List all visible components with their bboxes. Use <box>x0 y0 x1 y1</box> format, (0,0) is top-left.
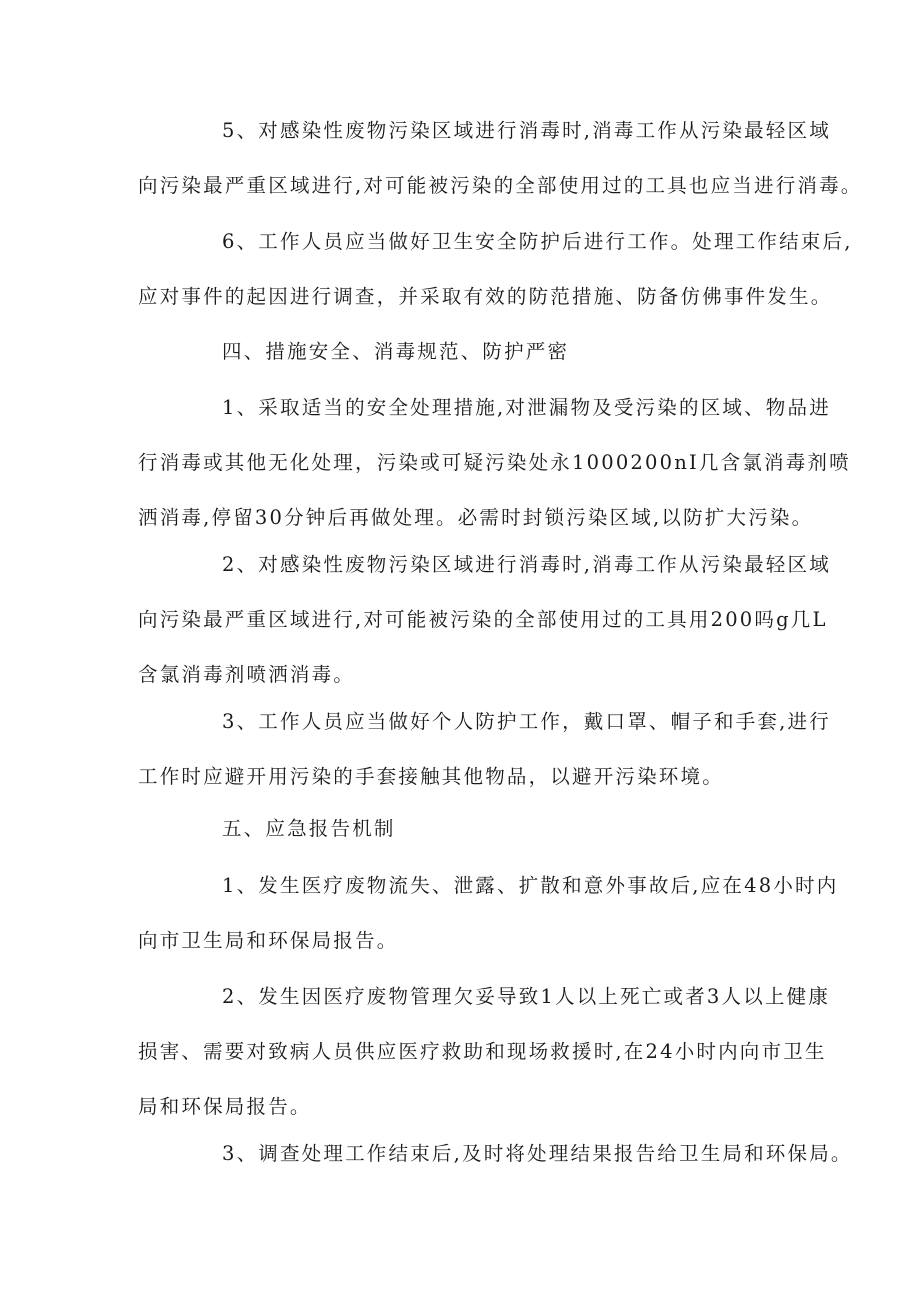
paragraph-line: 工作时应避开用污染的手套接触其他物品，以避开污染环境。 <box>138 765 724 788</box>
paragraph-line: 行消毒或其他无化处理，污染或可疑污染处永1000200nI几含氯消毒剂喷 <box>138 451 851 474</box>
paragraph-line: 损害、需要对致病人员供应医疗救助和现场救援时,在24小时内向市卫生 <box>138 1040 827 1063</box>
paragraph-line: 洒消毒,停留30分钟后再做处理。必需时封锁污染区域,以防扩大污染。 <box>138 506 814 529</box>
section-heading-5: 五、应急报告机制 <box>222 817 396 840</box>
paragraph-line: 2、对感染性废物污染区域进行消毒时,消毒工作从污染最轻区域 <box>222 553 831 576</box>
paragraph-item-3-personal-protection <box>138 694 831 804</box>
paragraph-line: 3、工作人员应当做好个人防护工作，戴口罩、帽子和手套,进行 <box>222 710 831 733</box>
paragraph-item-2-disinfection <box>138 537 831 702</box>
paragraph-item-5-disinfection <box>138 103 863 213</box>
paragraph-line: 5、对感染性废物污染区域进行消毒时,消毒工作从污染最轻区域 <box>222 119 831 142</box>
paragraph-item-2-report-24h <box>138 969 831 1134</box>
paragraph-line: 6、工作人员应当做好卫生安全防护后进行工作。处理工作结束后, <box>222 230 853 253</box>
paragraph-line: 向市卫生局和环保局报告。 <box>138 929 399 952</box>
paragraph-item-1-report-48h <box>138 858 839 968</box>
paragraph-line: 含氯消毒剂喷洒消毒。 <box>138 663 356 686</box>
paragraph-line: 应对事件的起因进行调查，并采取有效的防范措施、防备仿佛事件发生。 <box>138 285 833 308</box>
paragraph-item-6-protection <box>138 214 853 324</box>
paragraph-line: 3、调查处理工作结束后,及时将处理结果报告给卫生局和环保局。 <box>222 1142 853 1165</box>
paragraph-line: 1、采取适当的安全处理措施,对泄漏物及受污染的区域、物品进 <box>222 396 831 419</box>
paragraph-item-1-safety-measures <box>138 380 851 545</box>
section-heading-4: 四、措施安全、消毒规范、防护严密 <box>222 340 570 363</box>
paragraph-line: 局和环保局报告。 <box>138 1095 312 1118</box>
paragraph-line: 向污染最严重区域进行,对可能被污染的全部使用过的工具也应当进行消毒。 <box>138 174 863 197</box>
paragraph-line: 1、发生医疗废物流失、泄露、扩散和意外事故后,应在48小时内 <box>222 874 839 897</box>
paragraph-line: 2、发生因医疗废物管理欠妥导致1人以上死亡或者3人以上健康 <box>222 985 831 1008</box>
paragraph-line: 向污染最严重区域进行,对可能被污染的全部使用过的工具用200吗g几L <box>138 608 828 631</box>
paragraph-item-3-final-report <box>138 1126 853 1181</box>
